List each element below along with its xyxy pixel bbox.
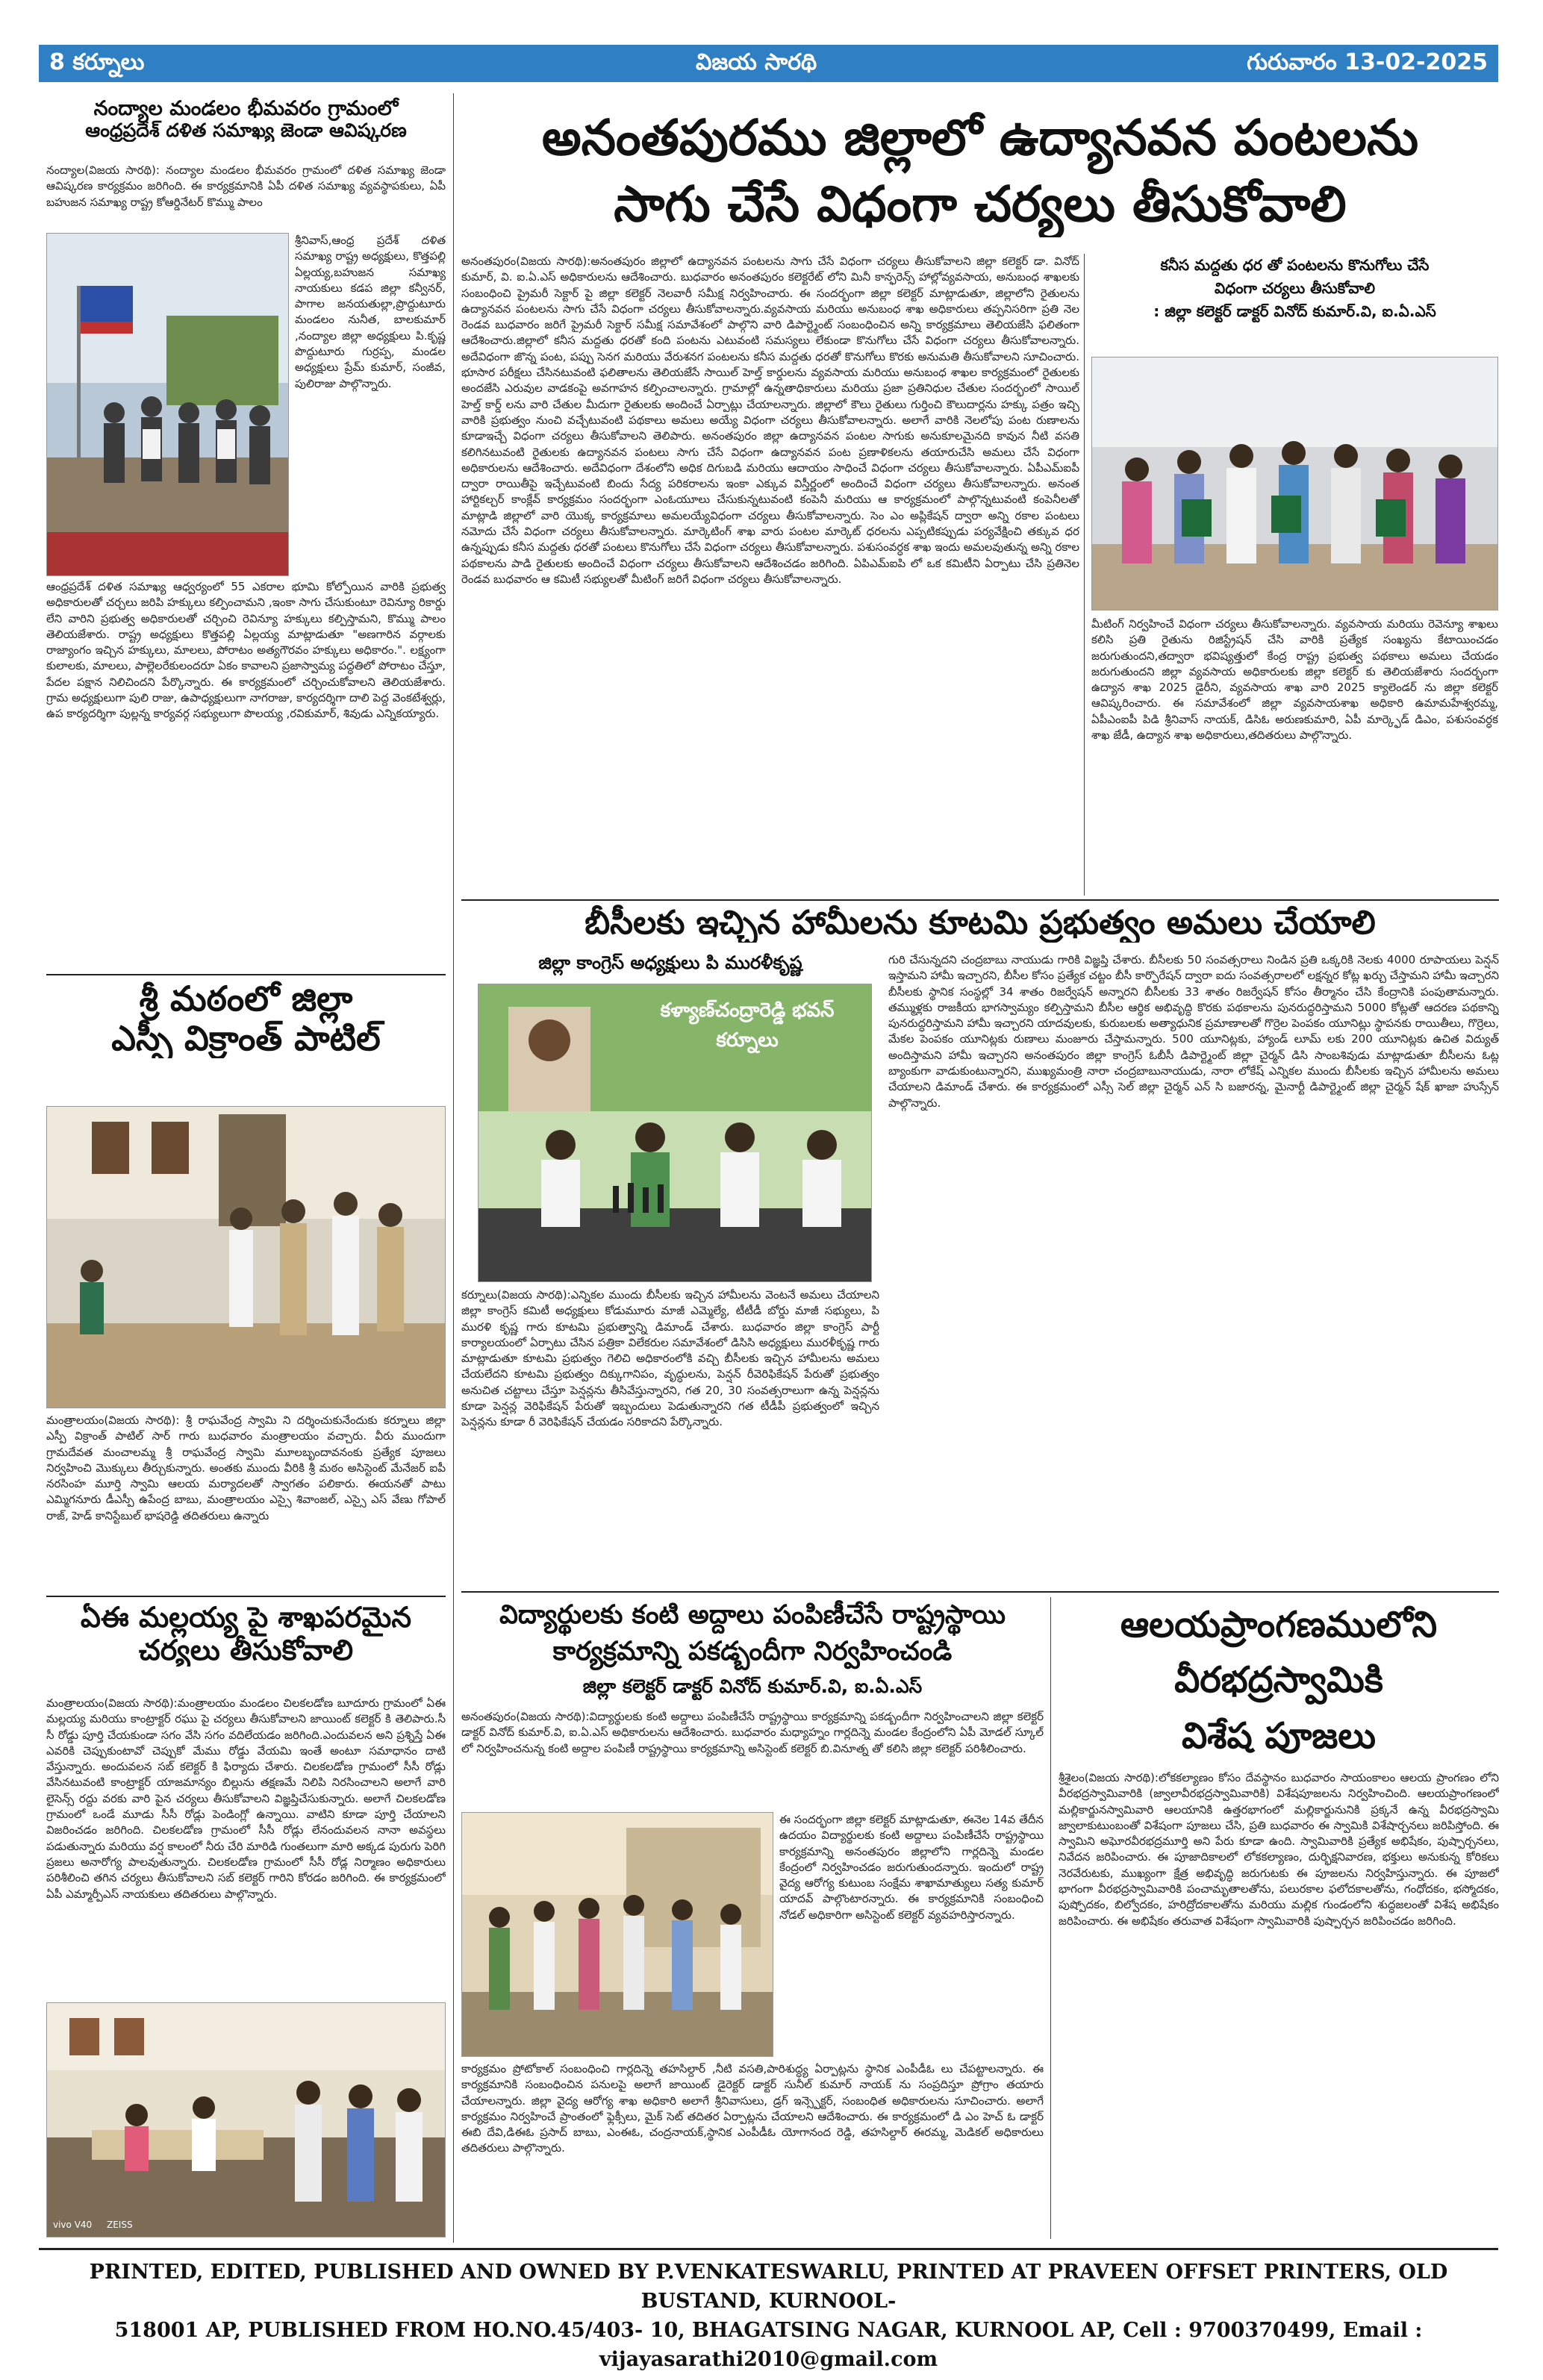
footer-divider [39,2248,1498,2250]
article-1-body-side: శ్రీనివాస్,ఆంధ్ర ప్రదేశ్ దళిత సమాఖ్య రాష్ట్ర అధ్యక్షులు, కొత్తపల్లి ఏల్లయ్య,బహుజన సమాఖ్య నాయకులు కడప జిల్లా కన్వీనర్, పాగాల జనయతుల్లా,ప్రొద్దుటూరు మండలం నునీత, బాలకుమార్ ,నంద్యాల జిల్లా అధ్యక్షులు పి.కృష్ణ పొద్దుటూరు గుర్రప్ప, మండల అధ్యక్షులు ప్రేమ్ కుమార్, సంజీవ, పులిరాజు పాల్గొన్నారు. [295,234,446,390]
article-6-body-side: ఈ సందర్భంగా జిల్లా కలెక్టర్ మాట్లాడుతూ, ఈనెల 14వ తేదీన ఉదయం విద్యార్థులకు కంటి అద్దాలు పంపిణీచేసే రాష్ట్రస్థాయి కార్యక్రమాన్ని అనంతపురం జిల్లాలోని గార్లదిన్నె మండల కేంద్రంలో నిర్వహించడం జరుగుతుందన్నారు. ఇందులో రాష్ట్ర వైద్య ఆరోగ్య కుటుంబ సంక్షేమ శాఖామాత్యులు సత్య కుమార్ యాదవ్ పాల్గొంటారన్నారు. ఈ కార్యక్రమానికి సంబంధించి నోడల్ అధికారిగా అసిస్టెంట్ కలెక్టర్ వ్యవహరిస్తారన్నారు. [779,1813,1044,1922]
headline-line: నంద్యాల మండలం భీమవరం గ్రామంలో [93,97,399,120]
article-4-subheadline [1091,254,1498,323]
article-4-photo [1091,357,1498,610]
article-6-subheadline: జిల్లా కలెక్టర్ డాక్టర్ వినోద్ కుమార్.వి, ఐ.ఏ.ఎస్ [582,1675,923,1697]
column-divider [1084,254,1085,896]
article-7-body: శ్రీశైలం(విజయ సారథి):లోకకల్యాణం కోసం దేవస్థానం బుధవారం సాయంకాలం ఆలయ ప్రాంగణం లోని వీరభద్రస్వామివారికి (జ్వాలావీరభద్రస్వామివారికి) విశేషపూజలను నిర్వహించింది. ఆలయప్రాంగణంలో మల్లికార్జునస్వామివారి ఆలయానికి ఉత్తరభాగంలో మల్లికార్జునునికి ప్రక్కనే ఉన్న వీరభద్రస్వామి జ్వాలాకుటుంబంతో విశేషంగా పూజలు చేసి, ప్రతి బుధవారం ఈ స్వామికి విశేషార్చనలు జరిపిస్తోంది. ఈ స్వామిని అఘోరవీరభద్రమూర్తి అని పేరు కూడా ఉంది. స్వామివారికి ప్రత్యేక అభిషేకం, పుష్పార్చనలు, నివేదన జరిపించారు. ఈ పూజాదికాలలో లోకకల్యాణం, దుర్భిక్షనివారణ, భక్తులు అనుకున్న కోరికలు నెరవేరుటకు, ముఖ్యంగా క్షేత్ర అభివృద్ధి జరుగుటకు ఈ పూజలను నిర్వహిస్తున్నారు. ఈ పూజలో భాగంగా వీరభద్రస్వామివారికి పంచామృతాలతోను, పలురకాల ఫలోదకాలతోను, గంధోదకం, భస్మోదకం, పుష్పోదకం, బిల్వోదకం, హరిద్రోదకాలతోను మరియు మల్లిక గుండంలోని శుద్ధజలంతో విశేష అభిషేకం జరిపించారు. ఈ అభిషేకం తరువాత విశేషంగా స్వామివారికి పుష్పార్చన జరిపించడం జరిగింది. [1059,1771,1499,1928]
article-6-body-bottom: కార్యక్రమం ప్రోటోకాల్ సంబంధించి గార్లదిన్నె తహసిల్దార్ ,నీటి వసతి,పారిశుద్ధ్య ఏర్పాట్లను స్థానిక ఎంపీడీఓ లు చేపట్టాలన్నారు. ఈ కార్యక్రమానికి సంబంధించిన పనులపై అలాగే జాయింట్ డైరెక్టర్ డాక్టర్ సునీల్ కుమార్ నాయక్ ను సంప్రదిస్తూ ప్రోగ్రాం తయారు చేయాలన్నారు. జిల్లా వైద్య ఆరోగ్య శాఖ అధికారి అలాగే శ్రీనివాసులు, డ్రగ్ ఇన్స్పెక్టర్, సంబంధిత అధికారులను సూచించారు. అలాగే కార్యక్రమం నిర్వహించే ప్రాంతంలో ఫ్లెక్సీలు, మైక్ సెట్ తదితర ఏర్పాట్లను చేయాలని ఆదేశించారు. ఈ కార్యక్రమంలో డి ఎం హెచ్ ఓ డాక్టర్ ఈబి దేవి,డిఈఓ ప్రసాద్ బాబు, ఎంఈఓ, చంద్రనాయక్,స్థానిక ఎంపీడీఓ యోగానంద రెడ్డి, తహసిల్దార్ ఈరమ్మ, మెడికల్ అధికారులు తదితరులు పాల్గొన్నారు. [461,2062,1044,2155]
article-3-photo [46,2002,446,2237]
headline-line: విశేష పూజలు [1181,1714,1377,1757]
headline-line: ఆలయప్రాంగణములోని [1120,1604,1438,1646]
banner-text-2: కర్నూలు [716,1029,779,1052]
school-inspection-photo [462,1813,773,2057]
article-1-body-bottom: ఆంధ్రప్రదేశ్ దళిత సమాఖ్య ఆధ్వర్యంలో 55 ఎకరాల భూమి కోల్పోయిన వారికి ప్రభుత్వ అధికారులతో చర్చలు జరిపి హక్కులు కల్పించామని ,ఇంకా సాగు చేసుకుంటూ రెవిన్యూ రికార్డు లేని వారిని ప్రభుత్వ అధికారులతో చర్చించి రెవిన్యూ హక్కులు కల్పిస్తామని, కొమ్ము పాలం తెలియజేశారు. రాష్ట్ర అధ్యక్షులు కొత్తపల్లి ఏల్లయ్య మాట్లాడుతూ "అణగారిన వర్గాలకు రాజ్యాంగం ఇచ్చిన హక్కులు, మాలలు, పోరాటం అత్యగౌరవం హక్కులు అధికారం.". లక్ష్యంగా కులాలకు, మాలలు, పాల్లెలరేకులందరూ ఏకం కావాలని ప్రజాస్వామ్య పద్ధతిలో పోరాటం చేస్తూ, పేదల పక్షాన నిలిచిందని పేర్కొన్నారు. ఈ కార్యక్రమంలో చర్చించుకోవాలని తెలియజేశారు. గ్రామ అధ్యక్షులుగా పులి రాజు, ఉపాధ్యక్షులుగా నాగరాజు, కార్యదర్శిగా దాలి పెద్ద వెంకటేశ్వర్లు, ఉప కార్యదర్శిగా పుల్లన్న కార్యవర్గ సభ్యులుగా పొలయ్య ,రవికుమార్, శివుడు ఎన్నికయ్యారు. [46,580,446,721]
article-4-body-left: అనంతపురం(విజయ సారథి):అనంతపురం జిల్లాలో ఉద్యానవన పంటలను సాగు చేసే విధంగా చర్యలు తీసుకోవాలని జిల్లా కలెక్టర్ డా. వినోద్ కుమార్, వి. ఐ.ఏ.ఎస్ అధికారులను ఆదేశించారు. బుధవారం అనంతపురం కలెక్టరేట్ లోని మినీ కాన్ఫరెన్స్ హాల్లోవ్యవసాయ, అనుబంధ శాఖలకు సంబంధించి ప్రైమరీ సెక్టార్ పై జిల్లా కలెక్టర్ నెలవారీ సమీక్ష నిర్వహించారు. ఈ సందర్భంగా జిల్లా కలెక్టర్ మాట్లాడుతూ, జిల్లాలోని రైతులను ఉద్యానవన పంటలను సాగు చేసే విధంగా చర్యలు తీసుకోవాలన్నారు.వ్యవసాయ మరియు అనుబంధ శాఖ అధికారులు తప్పనిసరిగా ప్రతి నెల రెండవ బుధవారం జరిగే ప్రైమరీ సెక్టార్ సమీక్ష సమావేశంలో పాల్గొని వారి డిపార్ట్మెంట్ సంబంధించిన అన్ని కార్యక్రమాలు తెలియజేసి ఫలితంగా ఆదేశించారు.జిల్లాలో కనీస మద్దతు ధరతో కంది పంటను ఎటువంటి సమస్యలు లేకుండా కొనుగోలు చేసే విధంగా చర్యలు తీసుకోవాలన్నారు. అదేవిధంగా జొన్న పంట, పప్పు సెనగ మరియు వేరుశనగ పంటలను కనీస మద్దతు ధరతో కొనుగోలు కొరకు అనుమతి తీసుకోవాలని సూచించారు. భూసార పరీక్షలు చేసినటువంటి ఫలితాలను తెలియజేసే సాయిల్ హెల్త్ కార్డులను వ్యవసాయ మరియు అనుబంధ శాఖల కార్యక్రమంలో రైతులకు అందజేసి ఎరువుల వాడకంపై అవగాహన కల్పించాలన్నారు. గ్రామాల్లో ఉన్నతాధికారులు మరియు ప్రజా ప్రతినిధుల చేతుల సందర్భంలో సాయిల్ హెల్త్ కార్డ్ లను వారి చేతుల మీదుగా రైతులకు అందించే ఏర్పాట్లు చేయాలన్నారు. జిల్లాలో కౌలు రైతులు గుర్తించి కౌలుదార్లను హక్కు పత్రం ఇచ్చి వారికి ప్రభుత్వం నుంచి వచ్చేటువంటి పథకాలు అమలు అయ్యే విధంగా చర్యలు తీసుకోవాలన్నారు. అలాగే వారికి నెలలోపు పంట రుణాలను కూడాఇచ్చే విధంగా చర్యలు తీసుకోవాలని తెలిపారు. అనంతపురం జిల్లా ఉద్యానవన పంటల సాగుకు అనుకూలమైనది కావున నీటి వసతి కలిగినటువంటి రైతులకు ఉద్యానవన పంటలు సాగు చేసే విధంగా ఉద్యానవన పంట ప్రణాళికలను తయారుచేసి అమలు చేసే విధంగా అధికారులను ఆదేశించారు. అదేవిధంగా దేశంలోని అధిక దిగుబడి మరియు ఆదాయం సాధించే విధంగా చర్యలు తీసుకోవాలన్నారు. ఏపీఎమ్ఐపీ ద్వారా రాయితీపై ఇచ్చేటువంటి బిందు సేద్య పరికరాలను ఇంకా ఎక్కువ విస్తీర్ణంలో అందించే విధంగా చర్యలు తీసుకోవాలన్నారు. అనంత హార్టికల్చర్ కాంక్లేవ్ కార్యక్రమం సందర్భంగా ఎంఓయూలు చేసుకున్నటువంటి కంపెనీ మరియు ఆ కార్యక్రమంలో పాల్గొన్నటువంటి కంపెనీలతో మాట్లాడి జిల్లాలో వారి యొక్క కార్యక్రమాలు అమలయ్యేవిధంగా చర్యలు తీసుకోవాలన్నారు. సెం ఎం అప్లికేషన్ ద్వారా అన్ని రకాల పంటలు నమోదు చేసే విధంగా చర్యలు తీసుకోవాలన్నారు. మార్కెటింగ్ శాఖ వారు పంటల మార్కెట్ ధరలను ఎప్పటికప్పుడు పర్యవేక్షించి తక్కువ ధర ఉన్నప్పుడు కనీస మద్దతు ధరతో పంటలు కొనుగోలు చేసే విధంగా చర్యలు తీసుకోవాలన్నారు. పశుసంవర్ధక శాఖ ఇందు అమలవుతున్న అన్ని రకాల పథకాలను పాడి రైతులకు అందించే విధంగా చర్యలు తీసుకోవాలని ఆదేశించడం జరిగింది. ఏపిఎమ్ఐపి లో ఒక కమిటీని ఏర్పాటు చేసి ప్రతినెల రెండవ బుధవారం ఆ కమిటీ సభ్యులతో మీటింగ్ జరిగే విధంగా చర్యలు తీసుకోవాలన్నారు. [461,254,1079,586]
headline-line: వీరభద్రస్వామికి [1174,1659,1383,1702]
article-5-subheadline: జిల్లా కాంగ్రెస్ అధ్యక్షులు పి మురళీకృష్ణ [538,952,802,973]
sp-visit-photo [47,1107,446,1408]
article-3-body: మంత్రాలయం(విజయ సారథి):మంత్రాలయం మండలం చిలకలడోణ బూదూరు గ్రామంలో ఏఈ మల్లయ్య మరియు కాంట్రాక్టర్ రఘు పై చర్యలు తీసుకోవాలని జాయింట్ కలెక్టర్ కి తెలిపారు.సీ సీ రోడ్డు పూర్తి చేయకుండా సగం వేసి సగం వదిలేయడం జరిగింది.ఎందువలన అని ప్రశ్నిస్తే ఏఈ ఎవరికి చెప్పుకుంటావో చెప్పుకో మేము రోడ్డు వేయమి ఇంతే అంటూ సమాధానం దాటి వేస్తున్నారు. అందువలన సబ్ కలెక్టర్ కి ఫిర్యాదు చేశారు. చిలకలడోణ గ్రామంలో సీసీ రోడ్లు వేసినటువంటి కాంట్రాక్టర్ యాజమాన్యం బిల్లును తక్షణమే నిలిపి నిరసించాలని అలాగే వారి లైసెన్స్ రద్దు వరకు వారి పైన చర్యలు తీసుకోవాలని విజ్ఞప్తిచేసుకున్నారు. అలాగే చిలకలడోణ గ్రామంలో ఒండే మూడు సీసీ రోడ్లు పెండింగ్లో ఉన్నాయి. వాటిని కూడా పూర్తి చేయాలని విజరించడం జరిగింది. చిలకలడోణ గ్రామంలో సీసీ రోడ్లు లేనందువలన నానా అవస్థలు పడుతున్నారు మరియు వర్ష కాలంలో నీరు చేరి మారిడి గుంతలుగా మారి అక్కడ పురుగు పెరిగి ప్రజలు అనారోగ్య పాలవుతున్నారు. చిలకలడోణ గ్రామంలో సీసీ రోడ్ల నిర్మాణం అధికారులు పరిశీలించి తగిన చర్యలు తీసుకోవాలని సబ్ కలెక్టర్ గారిని కోరడం జరిగింది. ఈ కార్యక్రమంలో ఏపీ ఎమ్మార్పీఎస్ నాయకులు తదితరులు పాల్గొన్నారు. [46,1696,446,1901]
zeiss-mark: ZEISS [107,2220,133,2230]
article-6-headline [461,1597,1044,1670]
article-7-headline [1059,1597,1499,1764]
banner-text-1: కళ్యాణ్‌చంద్రారెడ్డి భవన్ [660,999,835,1022]
article-1-body-top: నంద్యాల(విజయ సారథి): నంద్యాల మండలం భీమవరం గ్రామంలో దళిత సమాఖ్య జెండా ఆవిష్కరణ కార్యక్రమం జరిగింది. ఈ కార్యక్రమానికి ఏపీ దళిత సమాఖ్య వ్యవస్థాపకులు, ఏపీ బహుజన సమాఖ్య రాష్ట్ర కోఆర్డినేటర్ కొమ్ము పాలం [46,163,446,209]
article-6-body-top: అనంతపురం(విజయ సారథి):విద్యార్థులకు కంటి అద్దాలు పంపిణీచేసే రాష్ట్రస్థాయి కార్యక్రమాన్ని పకడ్బందీగా నిర్వహించాలని జిల్లా కలెక్టర్ డాక్టర్ వినోద్ కుమార్.వి, ఐ.ఏ.ఎస్ అధికారులను ఆదేశించారు. బుధవారం మధ్యాహ్నం గార్లదిన్నె మండల కేంద్రంలోని ఏపీ మోడల్ స్కూల్ లో నిర్వహించనున్న కంటి అద్దాల పంపిణీ రాష్ట్రస్థాయి కార్యక్రమాన్ని అసిస్టెంట్ కలెక్టర్ బి.వినూత్న తో కలిసి జిల్లా కలెక్టర్ పరిశీలించారు. [461,1710,1044,1755]
phone-watermark: vivo V40 [53,2220,93,2230]
headline-line: ఎస్పీ విక్రాంత్ పాటిల్ [111,1017,381,1058]
article-4-headline [461,104,1499,237]
subheadline-line: విధంగా చర్యలు తీసుకోవాలి [1214,279,1376,297]
imprint-line: PRINTED, EDITED, PUBLISHED AND OWNED BY P.VENKATESWARLU, PRINTED AT PRAVEEN OFFSET PRINTERS, OLD BUSTAND, KURNOOL- [89,2261,1448,2314]
subheadline-line: : జిల్లా కలెక్టర్ డాక్టర్ వినోద్ కుమార్.వి, ఐ.ఏ.ఎస్ [1153,302,1436,320]
headline-line: ఆంధ్రప్రదేశ్ దళిత సమాఖ్య జెండా ఆవిష్కరణ [85,119,407,142]
masthead-title: విజయ సారథి [696,49,817,75]
column-divider [453,93,454,2243]
article-2-photo [46,1106,446,1408]
article-2-headline [46,979,446,1058]
article-4-body-right: మీటింగ్ నిర్వహించే విధంగా చర్యలు తీసుకోవాలన్నారు. వ్యవసాయ మరియు రెవెన్యూ శాఖలు కలిసి ప్రతి రైతును రిజిస్ట్రేషన్ చేసి వారికి ప్రత్యేక సంఖ్యను కేటాయించడం జరుగుతుందని,తద్వారా భవిష్యత్తులో కేంద్ర రాష్ట్ర ప్రభుత్వ పథకాలు అమలు చేయడం జరుగుతుందని జిల్లా వ్యవసాయ అధికారులకు జిల్లా కలెక్టర్ కు తెలియజేశారు సందర్భంగా ఉద్యాన శాఖ 2025 డైరీని, వ్యవసాయ శాఖ వారి 2025 క్యాలెండర్ ను జిల్లా కలెక్టర్ ఆవిష్కరించారు. ఈ సమావేశంలో జిల్లా వ్యవసాయశాఖ అధికారి ఉమామహేశ్వరమ్మ, ఏపీఎంఐపీ పిడి శ్రీనివాస్ నాయక్, డిసిఓ అరుణకుమారి, ఏపీ మార్క్ఫెడ్ డిఎం, పశుసంవర్ధక శాఖ జేడీ, ఉద్యాన శాఖ అధికారులు,తదితరులు పాల్గొన్నారు. [1091,617,1498,743]
article-2-body: మంత్రాలయం(విజయ సారథి): శ్రీ రాఘవేంద్ర స్వామి ని దర్శించుకునేందుకు కర్నూలు జిల్లా ఎస్పీ విక్రాంత్ పాటిల్ సార్ గారు బుధవారం మంత్రాలయం వచ్చారు. వీరు ముందుగా గ్రామదేవత మంచాలమ్మ శ్రీ రాఘవేంద్ర స్వామి మూలబృందావనంకు ప్రత్యేక పూజలు నిర్వహించి మొక్కులు తీర్చుకున్నారు. అంతకు ముందు వీరికి శ్రీ మఠం అసిస్టెంట్ మేనేజర్ ఐపీ నరసింహ మూర్తి స్వామి ఆలయ మర్యాదలతో స్వాగతం పలికారు. ఈయనతో పాటు ఎమ్మిగనూరు డీఎస్పీ ఉపేంద్ర బాబు, మంత్రాలయం ఎస్సై శివాంజల్, ఎస్సై ఎస్ వేణు గోపాల్ రాజ్, హెడ్ కానిస్టేబుల్ భాషరెడ్డి తదితరులు ఉన్నారు [46,1414,446,1522]
column-divider [1050,1597,1051,2239]
article-5-body-right: గురి చేసున్నదని చంద్రబాబు నాయుడు గారికి విజ్ఞప్తి చేశారు. బీసీలకు 50 సంవత్సరాలు నిండిన ప్రతి ఒక్కరికి నెలకు 4000 రూపాయలు పెన్షన్ ఇస్తామని హామీ ఇచ్చారని, బీసీల కోసం ప్రత్యేక చట్టం బీసీ కార్పొరేషన్ ద్వారా ఐదు సంవత్సరాలలో లక్షన్నర కోట్ల ఖర్చు చేస్తామని హామీ ఇచ్చారని బీసీలకు స్థానిక సంస్థల్లో 34 శాతం రిజర్వేషన్ అన్నారని బీసీలకు 33 శాతం రిజర్వేషన్ కోసం తీర్మానం చేసి కేంద్రానికి పంపుతామన్నారు. తమ్ముళ్లకు రాజకీయ భాగస్వామ్యం కల్పిస్తామని బీసీల ఆర్థిక అభివృద్ధి కొరకు పథకాలను పునరుద్ధరిస్తామని 5000 కోట్లతో ఆదరణ పథకాన్ని పునరుద్ధరిస్తామని హామీ ఇచ్చారని యాదవులకు, కురుబలకు అత్యాధునిక ప్రమాణాలతో గొర్రెల పెంపకం యూనిట్లు స్థాపనకు రాయితీలు, గొర్రెలు, మేకల పెంపకం యూనిట్లకు రుణాలు మంజూరు చేస్తామన్నారు. 500 యూనిట్లకు, హ్యాండ్ లూమ్ లకు 200 యూనిట్లకు ఉచిత విద్యుత్ అందిస్తామని హామీ ఇచ్చారని అనంతపురం జిల్లా కాంగ్రెస్ ఓబీసీ డిపార్ట్మెంట్ జిల్లా చైర్మన్ డిసి సాంబశివుడు మాట్లాడుతూ బీసీలను ఓట్ల బ్యాంకుగా వాడుకుంటున్నారని, ముఖ్యమంత్రి నారా చంద్రబాబునాయుడు, నారా లోకేష్ ఎన్నికల ముందు బీసీలకు ఇచ్చిన హామీలను అమలు చేయాలని డిమాండ్ చేశారు. ఈ కార్యక్రమంలో ఎస్సీ సెల్ జిల్లా చైర్మన్ ఎన్ సి బజారన్న, మైనార్టీ డిపార్ట్మెంట్ జిల్లా చైర్మన్ షేక్ ఖాజా హుస్సేన్ పాల్గొన్నారు. [888,953,1499,1110]
article-5-headline: బీసీలకు ఇచ్చిన హామీలను కూటమి ప్రభుత్వం అమలు చేయాలి [585,905,1376,942]
masthead-bar [39,45,1498,82]
section-divider [46,974,446,975]
calendar-release-photo [1092,357,1498,610]
article-1-photo [46,233,289,576]
article-5-photo [478,984,872,1282]
article-5-body-left: కర్నూలు(విజయ సారథి):ఎన్నికల ముందు బీసీలకు ఇచ్చిన హామీలను వెంటనే అమలు చేయాలని జిల్లా కాంగ్రెస్ కమిటీ అధ్యక్షులు కోడుమూరు మాజీ ఎమ్మెల్యే, టీటీడీ బోర్డు మాజీ సభ్యులు, పి మురళి కృష్ణ గారు కూటమి ప్రభుత్వాన్ని డిమాండ్ చేశారు. బుధవారం జిల్లా కాంగ్రెస్ పార్టీ కార్యాలయంలో ఏర్పాటు చేసిన పత్రికా విలేకరుల సమావేశంలో డిసిసి అధ్యక్షులు మురళీకృష్ణ గారు మాట్లాడుతూ కూటమి ప్రభుత్వం గెలిచి అధికారంలోకి వచ్చి బీసీలకు ఇచ్చిన హామీలను అమలు చేయలేదని కూటమి ప్రభుత్వం దిక్కుగానిపం, వృద్ధులను, పెన్షన్ రీవెరిఫికేషన్ పేరుతో ప్రభుత్వం అనుచిత చట్టాలు చేస్తూ పెన్షన్లను తీసివేస్తున్నారని, గత 20, 30 సంవత్సరాలుగా ఉన్న పెన్షన్లను కూడా పెన్షన్ల వెరిఫికేషన్ పేరుతో ఇబ్బందులు పెడుతున్నారని గత టీడీపీ ప్రభుత్వంలో ఇచ్చిన పెన్షన్లను కూడా రీ వెరిఫికేషన్ చేయడం సరికాదని పేర్కొన్నారు. [461,1288,879,1429]
office-complaint-photo [47,2003,446,2237]
headline-line: చర్యలు తీసుకోవాలి [138,1633,354,1667]
article-1-headline [46,97,446,142]
article-3-headline [46,1602,446,1667]
subheadline-line: కనీస మద్దతు ధర తో పంటలను కొనుగోలు చేసే [1160,256,1430,274]
headline-line: ఏఈ మల్లయ్య పై శాఖపరమైన [80,1602,412,1634]
flag-hoisting-photo [47,234,289,576]
section-divider [461,899,1499,901]
headline-line: సాగు చేసే విధంగా చర్యలు తీసుకోవాలి [614,175,1347,234]
headline-line: కార్యక్రమాన్ని పకడ్బందీగా నిర్వహించండి [552,1637,953,1667]
issue-date: గురువారం 13-02-2025 [1247,49,1488,75]
article-6-photo [461,1812,773,2057]
imprint-line: 518001 AP, PUBLISHED FROM HO.NO.45/403- 10, BHAGATSING NAGAR, KURNOOL AP, Cell : 9700370499, Email : vijayasarathi2010@gmail.com [114,2319,1423,2372]
headline-line: విద్యార్థులకు కంటి అద్దాలు పంపిణీచేసే రాష్ట్రస్థాయి [499,1600,1006,1630]
headline-line: శ్రీ మఠంలో జిల్లా [139,979,353,1019]
headline-line: అనంతపురము జిల్లాలో ఉద్యానవన పంటలను [541,109,1419,166]
imprint-footer [39,2258,1498,2372]
section-divider [461,1591,1499,1593]
page-label: 8 కర్నూలు [49,49,145,75]
section-divider [46,1596,446,1597]
